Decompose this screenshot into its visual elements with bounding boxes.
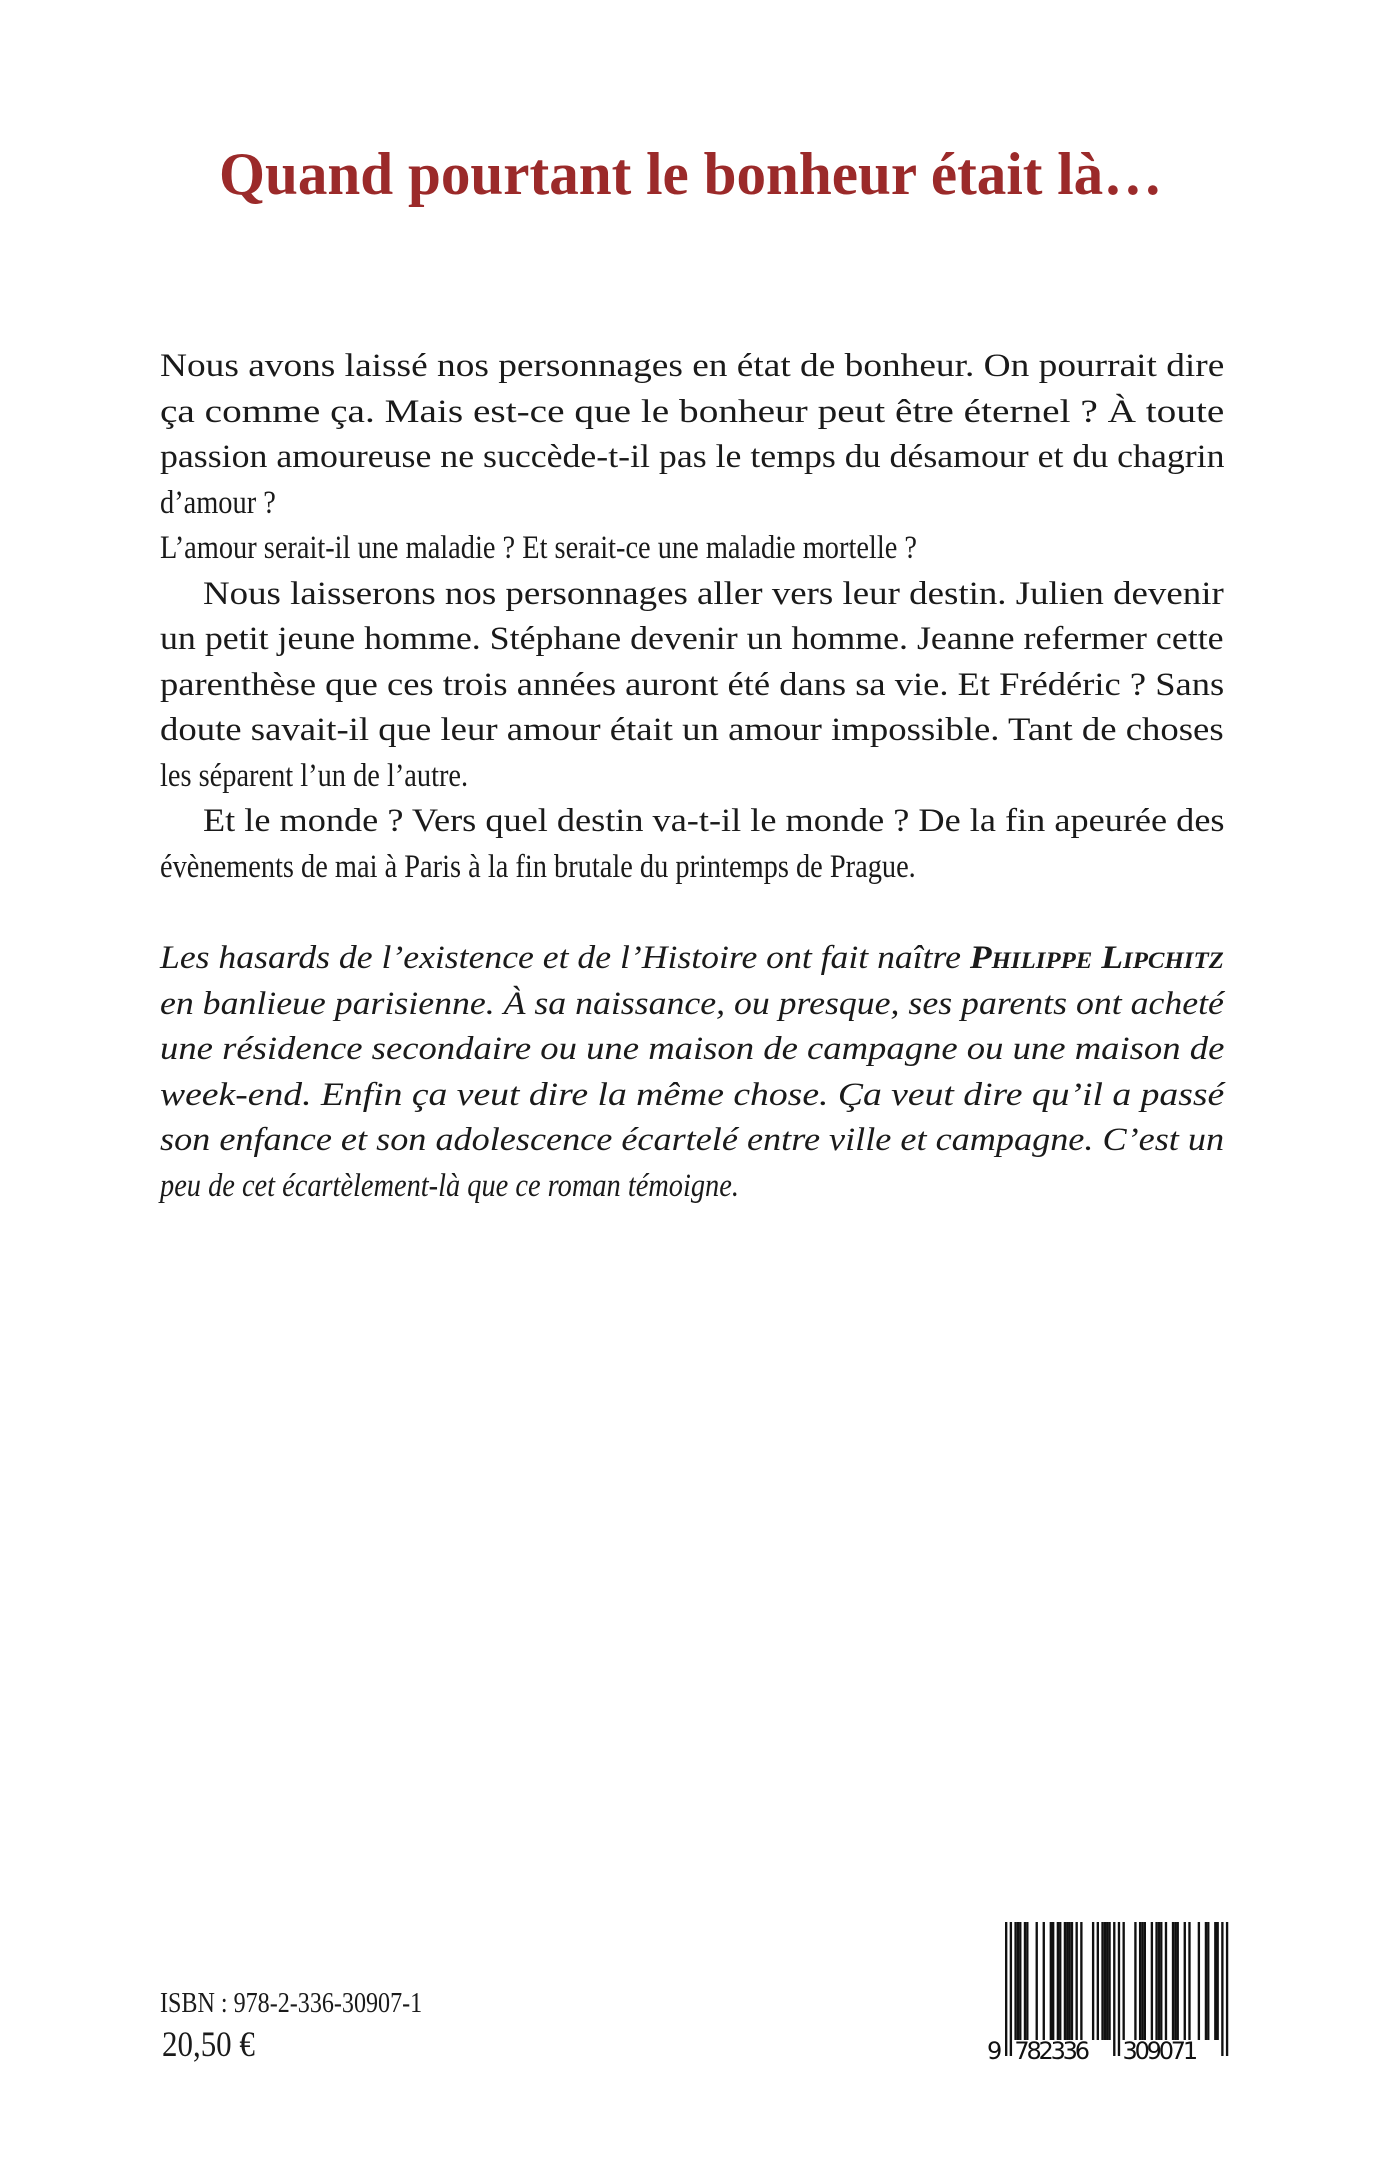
barcode-bar xyxy=(1172,1922,1174,2040)
barcode-bar xyxy=(1165,1922,1167,2040)
summary-line: passion amoureuse ne succède-t-il pas le temps du désamour et du chagrin xyxy=(160,439,1225,475)
barcode-bar xyxy=(1026,1922,1028,2040)
barcode-bar xyxy=(1050,1922,1052,2040)
barcode-bar xyxy=(1174,1922,1176,2040)
barcode-bar xyxy=(1205,1922,1207,2040)
price: 20,50 € xyxy=(162,2024,255,2064)
barcode-bar xyxy=(1101,1922,1103,2040)
barcode-bar xyxy=(1010,1922,1012,2056)
summary-line: L’amour serait-il une maladie ? Et serait-ce une maladie mortelle ? xyxy=(160,530,918,566)
barcode-bar xyxy=(1123,1922,1125,2040)
summary-line: Et le monde ? Vers quel destin va-t-il le monde ? De la fin apeurée des xyxy=(203,803,1225,839)
barcode-bar xyxy=(1184,1922,1186,2040)
barcode-bar xyxy=(1207,1922,1209,2040)
barcode-bar xyxy=(1097,1922,1099,2040)
isbn: ISBN : 978-2-336-30907-1 xyxy=(160,1988,423,2019)
barcode-bar xyxy=(1134,1922,1136,2040)
barcode-bar xyxy=(1017,1922,1019,2040)
summary-line: parenthèse que ces trois années auront été dans sa vie. Et Frédéric ? Sans xyxy=(160,666,1225,703)
barcode-bar xyxy=(1139,1922,1141,2040)
barcode-bar xyxy=(1226,1922,1228,2056)
barcode-digits: 309071 xyxy=(1122,2037,1199,2062)
barcode-bar xyxy=(1071,1922,1073,2040)
barcode-bar xyxy=(1198,1922,1200,2040)
summary-line: doute savait-il que leur amour était un amour impossible. Tant de choses xyxy=(160,712,1224,748)
barcode-bar xyxy=(1160,1922,1162,2040)
barcode-bar xyxy=(1019,1922,1021,2040)
summary-line: les séparent l’un de l’autre. xyxy=(160,757,469,794)
barcode-bar xyxy=(1068,1922,1070,2040)
barcode-bar xyxy=(1064,1922,1066,2040)
barcode-bar xyxy=(1024,1922,1026,2040)
summary-line: ça comme ça. Mais est-ce que le bonheur peut être éternel ? À toute xyxy=(160,393,1225,430)
barcode-bar xyxy=(1113,1922,1115,2056)
summary-line: d’amour ? xyxy=(160,484,276,521)
barcode-bar xyxy=(1014,1922,1016,2040)
barcode-bar xyxy=(1158,1922,1160,2040)
bio-line: peu de cet écartèlement-là que ce roman témoigne. xyxy=(160,1167,739,1204)
barcode-bar xyxy=(1036,1922,1038,2040)
barcode-bar xyxy=(1144,1922,1146,2040)
summary-line: Nous avons laissé nos personnages en état de bonheur. On pourrait dire xyxy=(160,348,1225,384)
isbn-barcode xyxy=(985,1922,1230,2062)
barcode-bar xyxy=(1057,1922,1059,2040)
barcode-digits: 782336 xyxy=(1014,2037,1090,2062)
barcode-bar xyxy=(1188,1922,1190,2040)
barcode-bar xyxy=(1005,1922,1007,2056)
summary-line: un petit jeune homme. Stéphane devenir un homme. Jeanne refermer cette xyxy=(160,621,1224,657)
barcode-bar xyxy=(1043,1922,1045,2040)
bio-line: une résidence secondaire ou une maison de campagne ou une maison de xyxy=(160,1031,1225,1067)
barcode-bar xyxy=(1217,1922,1219,2040)
barcode-bar xyxy=(1059,1922,1061,2040)
barcode-bar xyxy=(1092,1922,1094,2040)
barcode-bar xyxy=(1108,1922,1110,2040)
barcode-bar xyxy=(1080,1922,1082,2040)
barcode-bar xyxy=(1118,1922,1120,2056)
barcode-bar xyxy=(1221,1922,1223,2056)
bio-line: en banlieue parisienne. À sa naissance, ou presque, ses parents ont acheté xyxy=(160,985,1224,1022)
barcode-bar xyxy=(1141,1922,1143,2040)
bio-line: son enfance et son adolescence écartelé entre ville et campagne. C’est un xyxy=(160,1122,1225,1158)
barcode-bar xyxy=(1177,1922,1179,2040)
author-name: Philippe Lipchitz xyxy=(969,940,1224,976)
bio-line xyxy=(160,942,1224,975)
barcode-bar xyxy=(1214,1922,1216,2040)
barcode-bar xyxy=(1066,1922,1068,2040)
barcode-digits: 9 xyxy=(987,2037,1003,2062)
summary-line: évènements de mai à Paris à la fin brutale du printemps de Prague. xyxy=(160,848,916,885)
book-title: Quand pourtant le bonheur était là… xyxy=(219,141,1163,207)
barcode-bar xyxy=(1104,1922,1106,2040)
barcode-bar xyxy=(1106,1922,1108,2040)
summary-line: Nous laisserons nos personnages aller vers leur destin. Julien devenir xyxy=(203,575,1224,612)
barcode-bar xyxy=(1151,1922,1153,2040)
bio-line: week-end. Enfin ça veut dire la même chose. Ça veut dire qu’il a passé xyxy=(160,1076,1225,1113)
barcode-bar xyxy=(1155,1922,1157,2040)
bio-text: Les hasards de l’existence et de l’Histoire ont fait naître xyxy=(160,940,970,976)
barcode-bar xyxy=(1052,1922,1054,2040)
barcode-bar xyxy=(1076,1922,1078,2040)
